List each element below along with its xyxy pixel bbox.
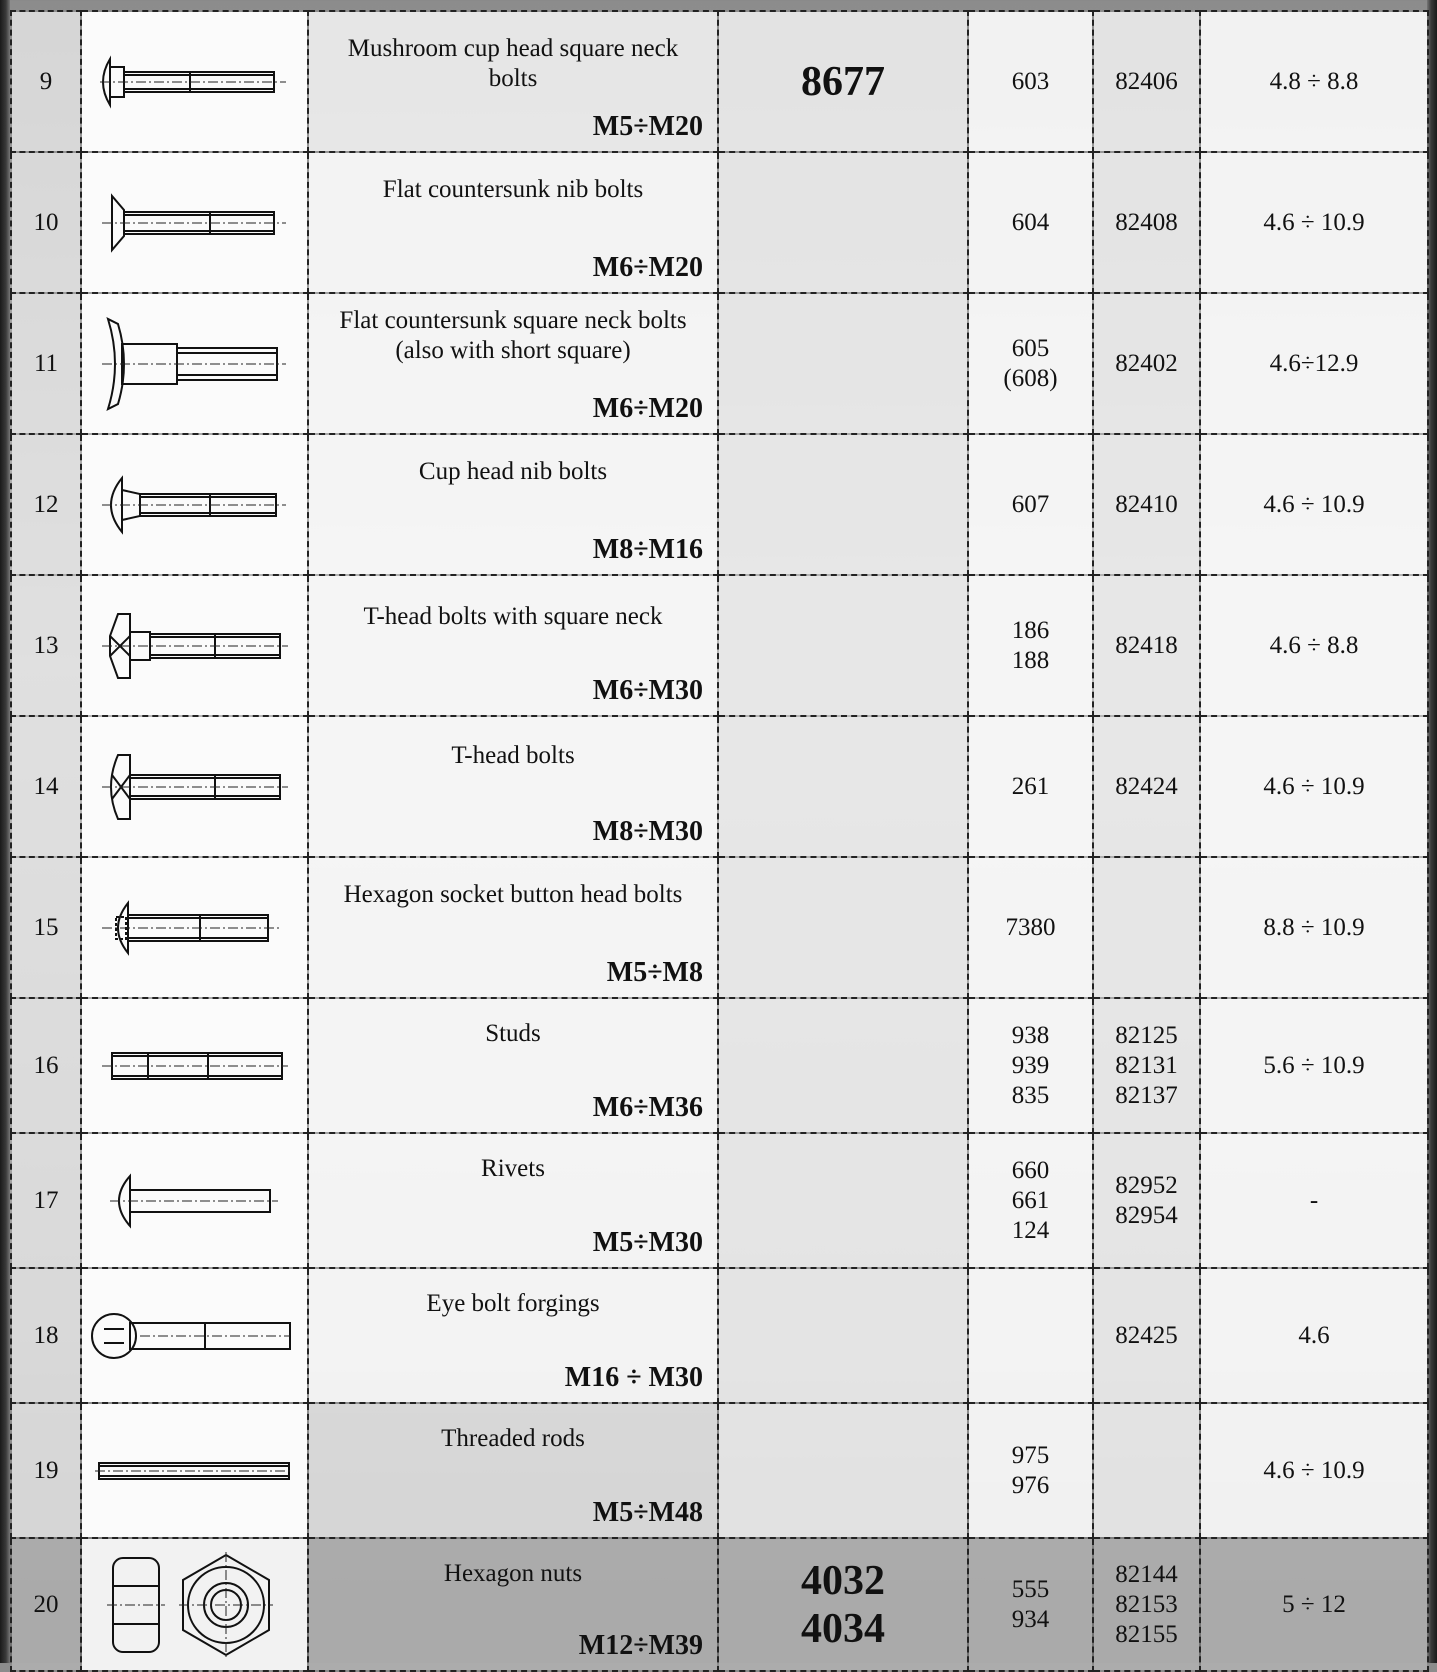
description-cell [308, 575, 718, 716]
iso-cell [718, 1403, 968, 1538]
t-head-square-neck-bolt-icon [81, 575, 308, 716]
flat-countersunk-square-neck-bolt-icon [81, 293, 308, 434]
iso-cell [718, 434, 968, 575]
din-number: 261 [1011, 772, 1050, 800]
left-frame-border [0, 0, 10, 1663]
product-name: Hexagon socket button head bolts [343, 881, 683, 908]
din-cell [968, 152, 1093, 293]
row-number: 10 [11, 152, 81, 293]
iso-cell [718, 11, 968, 152]
uni-cell [1093, 575, 1200, 716]
table-row [11, 434, 1428, 575]
hex-socket-button-head-bolt-icon [81, 857, 308, 998]
din-number: (608) [1003, 364, 1058, 392]
description-cell [308, 857, 718, 998]
row-number: 12 [11, 434, 81, 575]
grade-cell: 5.6 ÷ 10.9 [1200, 998, 1428, 1133]
table-row [11, 998, 1428, 1133]
iso-cell [718, 1538, 968, 1671]
grade-cell: 5 ÷ 12 [1200, 1538, 1428, 1671]
din-cell [968, 1133, 1093, 1268]
din-number: 939 [1011, 1051, 1050, 1079]
size-range: M6÷M30 [592, 675, 703, 706]
table-row [11, 152, 1428, 293]
size-range: M5÷M48 [592, 1497, 703, 1528]
din-cell [968, 1403, 1093, 1538]
uni-number: 82424 [1115, 772, 1178, 800]
din-number: 604 [1011, 208, 1050, 236]
product-name: Rivets [481, 1155, 545, 1182]
uni-number: 82408 [1115, 208, 1178, 236]
table-row [11, 293, 1428, 434]
uni-number: 82425 [1115, 1321, 1178, 1349]
uni-number: 82406 [1115, 67, 1178, 95]
din-number: 188 [1011, 646, 1050, 674]
din-cell [968, 434, 1093, 575]
description-cell [308, 1403, 718, 1538]
din-cell [968, 1538, 1093, 1671]
uni-number: 82137 [1115, 1081, 1178, 1109]
size-range: M16 ÷ M30 [564, 1362, 703, 1393]
table-row [11, 1538, 1428, 1671]
flat-countersunk-nib-bolt-icon [81, 152, 308, 293]
description-cell [308, 1133, 718, 1268]
iso-number: 4032 [801, 1557, 885, 1604]
row-number: 11 [11, 293, 81, 434]
uni-cell [1093, 152, 1200, 293]
iso-cell [718, 152, 968, 293]
din-cell [968, 998, 1093, 1133]
mushroom-cup-head-bolt-icon [81, 11, 308, 152]
uni-cell [1093, 434, 1200, 575]
size-range: M12÷M39 [578, 1630, 703, 1661]
uni-cell [1093, 998, 1200, 1133]
table-row [11, 1133, 1428, 1268]
din-number: 555 [1011, 1575, 1050, 1603]
description-cell [308, 434, 718, 575]
uni-number: 82125 [1115, 1021, 1178, 1049]
grade-cell: 4.6 ÷ 10.9 [1200, 716, 1428, 857]
iso-cell [718, 293, 968, 434]
description-cell [308, 1538, 718, 1671]
grade-cell: - [1200, 1133, 1428, 1268]
din-number: 938 [1011, 1021, 1050, 1049]
size-range: M6÷M20 [592, 393, 703, 424]
grade-cell: 4.8 ÷ 8.8 [1200, 11, 1428, 152]
uni-number: 82155 [1115, 1620, 1178, 1648]
table-row [11, 575, 1428, 716]
product-name: Flat countersunk nib bolts [382, 176, 644, 203]
uni-number: 82954 [1115, 1201, 1178, 1229]
size-range: M6÷M20 [592, 252, 703, 283]
din-cell [968, 857, 1093, 998]
uni-cell [1093, 716, 1200, 857]
din-number: 934 [1011, 1605, 1050, 1633]
iso-cell [718, 716, 968, 857]
row-number: 17 [11, 1133, 81, 1268]
row-number: 20 [11, 1538, 81, 1671]
iso-cell [718, 575, 968, 716]
rivet-icon [81, 1133, 308, 1268]
row-number: 16 [11, 998, 81, 1133]
description-cell [308, 152, 718, 293]
grade-cell: 4.6 ÷ 10.9 [1200, 152, 1428, 293]
size-range: M8÷M30 [592, 816, 703, 847]
fastener-table-body [11, 11, 1428, 1671]
row-number: 15 [11, 857, 81, 998]
product-name: Eye bolt forgings [426, 1290, 600, 1317]
size-range: M5÷M30 [592, 1227, 703, 1258]
product-name: Hexagon nuts [443, 1560, 583, 1587]
din-number: 835 [1011, 1081, 1050, 1109]
uni-number: 82402 [1115, 349, 1178, 377]
grade-cell: 4.6÷12.9 [1200, 293, 1428, 434]
product-name: T-head bolts with square neck [363, 603, 663, 630]
table-row [11, 716, 1428, 857]
iso-cell [718, 998, 968, 1133]
table-row [11, 1268, 1428, 1403]
uni-number: 82131 [1115, 1051, 1178, 1079]
description-cell [308, 716, 718, 857]
grade-cell: 4.6 ÷ 10.9 [1200, 1403, 1428, 1538]
row-number: 14 [11, 716, 81, 857]
table-row [11, 857, 1428, 998]
eye-bolt-forging-icon [81, 1268, 308, 1403]
grade-cell: 4.6 [1200, 1268, 1428, 1403]
iso-number: 4034 [801, 1605, 885, 1652]
size-range: M5÷M20 [592, 111, 703, 142]
din-number: 976 [1011, 1471, 1050, 1499]
din-number: 186 [1011, 616, 1050, 644]
description-cell [308, 11, 718, 152]
size-range: M8÷M16 [592, 534, 703, 565]
din-number: 660 [1011, 1156, 1050, 1184]
uni-cell [1093, 1538, 1200, 1671]
din-number: 124 [1011, 1216, 1050, 1244]
uni-cell [1093, 857, 1200, 998]
uni-number: 82952 [1115, 1171, 1178, 1199]
row-number: 19 [11, 1403, 81, 1538]
iso-cell [718, 1133, 968, 1268]
grade-cell: 4.6 ÷ 8.8 [1200, 575, 1428, 716]
iso-cell [718, 857, 968, 998]
uni-number: 82153 [1115, 1590, 1178, 1618]
uni-cell [1093, 11, 1200, 152]
din-cell [968, 575, 1093, 716]
t-head-bolt-icon [81, 716, 308, 857]
din-number: 975 [1011, 1441, 1050, 1469]
grade-cell: 8.8 ÷ 10.9 [1200, 857, 1428, 998]
product-name: Cup head nib bolts [418, 458, 608, 485]
description-cell [308, 998, 718, 1133]
cup-head-nib-bolt-icon [81, 434, 308, 575]
din-number: 603 [1011, 67, 1050, 95]
uni-cell [1093, 1133, 1200, 1268]
row-number: 18 [11, 1268, 81, 1403]
size-range: M5÷M8 [606, 957, 703, 988]
product-name: T-head bolts [451, 742, 575, 769]
product-name: Flat countersunk square neck bolts (also with short square) [339, 307, 687, 364]
product-name: Studs [485, 1020, 541, 1047]
threaded-rod-icon [81, 1403, 308, 1538]
product-name: Mushroom cup head square neck bolts [347, 35, 679, 92]
fastener-table [10, 10, 1429, 1672]
product-name: Threaded rods [441, 1425, 585, 1452]
din-cell [968, 11, 1093, 152]
din-cell [968, 293, 1093, 434]
table-row [11, 1403, 1428, 1538]
din-number: 7380 [1005, 913, 1056, 941]
din-cell [968, 1268, 1093, 1403]
grade-cell: 4.6 ÷ 10.9 [1200, 434, 1428, 575]
description-cell [308, 293, 718, 434]
row-number: 13 [11, 575, 81, 716]
iso-cell [718, 1268, 968, 1403]
size-range: M6÷M36 [592, 1092, 703, 1123]
stud-icon [81, 998, 308, 1133]
uni-number: 82418 [1115, 631, 1178, 659]
din-cell [968, 716, 1093, 857]
uni-number: 82144 [1115, 1560, 1178, 1588]
uni-cell [1093, 1268, 1200, 1403]
table-row [11, 11, 1428, 152]
din-number: 605 [1011, 334, 1050, 362]
din-number: 661 [1011, 1186, 1050, 1214]
iso-number: 8677 [801, 58, 885, 105]
uni-number: 82410 [1115, 490, 1178, 518]
din-number: 607 [1011, 490, 1050, 518]
description-cell [308, 1268, 718, 1403]
row-number: 9 [11, 11, 81, 152]
uni-cell [1093, 1403, 1200, 1538]
uni-cell [1093, 293, 1200, 434]
hexagon-nut-icon [81, 1538, 308, 1671]
